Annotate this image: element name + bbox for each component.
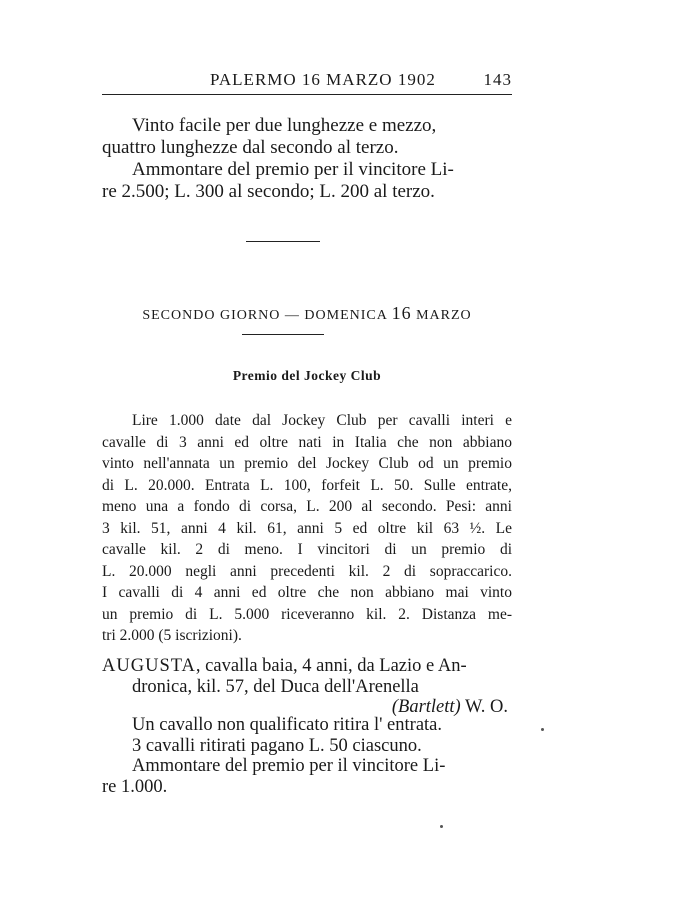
entry-details: , cavalla baia, 4 anni, da Lazio e An- [195,656,467,676]
paper-speck [541,728,544,731]
day-heading-prefix: SECONDO GIORNO — DOMENICA [142,308,388,323]
text-line: di L. 20.000. Entrata L. 100, forfeit L. 50. Sulle entrate, [102,476,512,494]
race-result-paragraph [102,115,512,203]
race-entry [102,656,512,718]
text-line: quattro lunghezze dal secondo al terzo. [102,137,399,158]
header-rule [102,94,512,95]
text-line: Vinto facile per due lunghezze e mezzo, [132,115,437,136]
running-title: PALERMO 16 MARZO 1902 [210,70,436,89]
text-line: tri 2.000 (5 iscrizioni). [102,627,242,644]
horse-name: AUGUSTA [102,656,196,676]
race-conditions-paragraph [102,410,512,647]
day-heading-date: 16 [391,303,412,323]
text-line: Ammontare del premio per il vincitore Li- [132,756,446,776]
text-line: Lire 1.000 date dal Jockey Club per cavalli interi e [132,412,512,429]
closing-paragraph [102,715,512,797]
text-line: cavalle di 3 anni ed oltre nati in Italia che non abbiano [102,433,512,451]
text-line: 3 kil. 51, anni 4 kil. 61, anni 5 ed oltre kil 63 ½. Le [102,519,512,537]
race-outcome: W. O. [465,697,508,717]
jockey-name: (Bartlett) [391,697,461,717]
day-heading-month: MARZO [416,308,472,323]
page-header [102,70,512,90]
page-number: 143 [483,70,512,89]
text-line: vinto nell'annata un premio del Jockey Club od un premio [102,455,512,472]
section-divider [246,241,320,242]
paper-speck [440,825,443,828]
text-line: L. 20.000 negli anni precedenti kil. 2 di sopraccarico. [102,562,512,580]
text-line: dronica, kil. 57, del Duca dell'Arenella [132,676,419,697]
text-line [102,656,512,677]
text-line: re 1.000. [102,776,168,797]
day-heading [102,303,512,324]
text-line: cavalle kil. 2 di meno. I vincitori di un premio di [102,541,512,558]
text-line: I cavalli di 4 anni ed oltre che non abbiano mai vinto [102,584,512,601]
text-line: re 2.500; L. 300 al secondo; L. 200 al terzo. [102,181,435,202]
text-line: 3 cavalli ritirati pagano L. 50 ciascuno. [132,735,422,756]
text-line: meno una a fondo di corsa, L. 200 al secondo. Pesi: anni [102,498,512,515]
text-line: Un cavallo non qualificato ritira l' entrata. [132,715,443,735]
text-line: Ammontare del premio per il vincitore Li- [132,159,454,180]
prize-title: Premio del Jockey Club [232,368,382,383]
text-line: un premio di L. 5.000 riceveranno kil. 2. Distanza me- [102,605,512,623]
heading-rule [242,334,324,335]
